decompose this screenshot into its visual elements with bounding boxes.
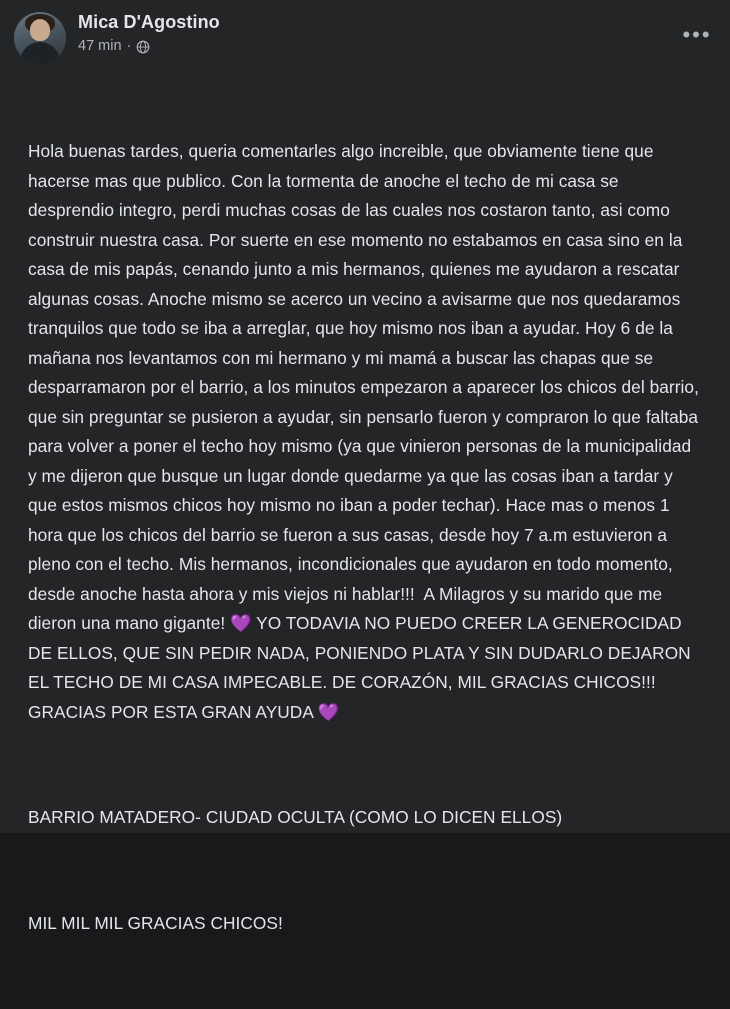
post-paragraph: BARRIO MATADERO- CIUDAD OCULTA (COMO LO DICEN ELLOS) bbox=[28, 807, 563, 827]
post-meta bbox=[78, 37, 220, 55]
post-timestamp[interactable]: 47 min bbox=[78, 38, 122, 54]
post-header-text bbox=[78, 10, 220, 55]
more-options-label: ••• bbox=[682, 22, 712, 47]
post-paragraph: Hola buenas tardes, queria comentarles algo increible, que obviamente tiene que hacerse mas que publico. Con la tormenta de anoche el techo de mi casa se desprendio integro, perdi muchas cosas de las cuales nos costaron tanto, asi como construir nuestra casa. Por suerte en ese momento no estabamos en casa sino en la casa de mis papás, cenando junto a mis hermanos, quienes me ayudaron a rescatar algunas cosas. Anoche mismo se acerco un vecino a avisarme que nos quedaramos tranquilos que todo se iba a arreglar, que hoy mismo nos iban a ayudar. Hoy 6 de la mañana nos levantamos con mi hermano y mi mamá a buscar las chapas que se desparramaron por el barrio, a los minutos empezaron a aparecer los chicos del barrio, que sin preguntar se pusieron a ayudar, sin pensarlo fueron y compraron lo que faltaba para volver a poner el techo hoy mismo (ya que vinieron personas de la municipalidad y me dijeron que busque un lugar donde quedarme ya que las cosas iban a tardar y que estos mismos chicos hoy mismo no iban a poder techar). Hace mas o menos 1 hora que los chicos del barrio se fueron a sus casas, desde hoy 7 a.m estuvieron a pleno con el techo. Mis hermanos, incondicionales que ayudaron en todo momento, desde anoche hasta ahora y mis viejos ni hablar!!! A Milagros y su marido que me dieron una mano gigante! 💜 YO TODAVIA NO PUEDO CREER LA GENEROCIDAD DE ELLOS, QUE SIN PEDIR NADA, PONIENDO PLATA Y SIN DUDARLO DEJARON EL TECHO DE MI CASA IMPECABLE. DE CORAZÓN, MIL GRACIAS CHICOS!!! GRACIAS POR ESTA GRAN AYUDA 💜 bbox=[28, 141, 704, 722]
more-options-button[interactable] bbox=[680, 22, 714, 56]
globe-icon[interactable] bbox=[136, 40, 150, 54]
avatar[interactable] bbox=[14, 12, 66, 64]
author-name[interactable]: Mica D'Agostino bbox=[78, 12, 220, 32]
post-header bbox=[0, 0, 730, 68]
meta-separator: · bbox=[126, 38, 132, 54]
post-paragraph: MIL MIL MIL GRACIAS CHICOS! bbox=[28, 912, 283, 933]
avatar-face bbox=[30, 19, 50, 41]
post-body bbox=[0, 68, 730, 1009]
